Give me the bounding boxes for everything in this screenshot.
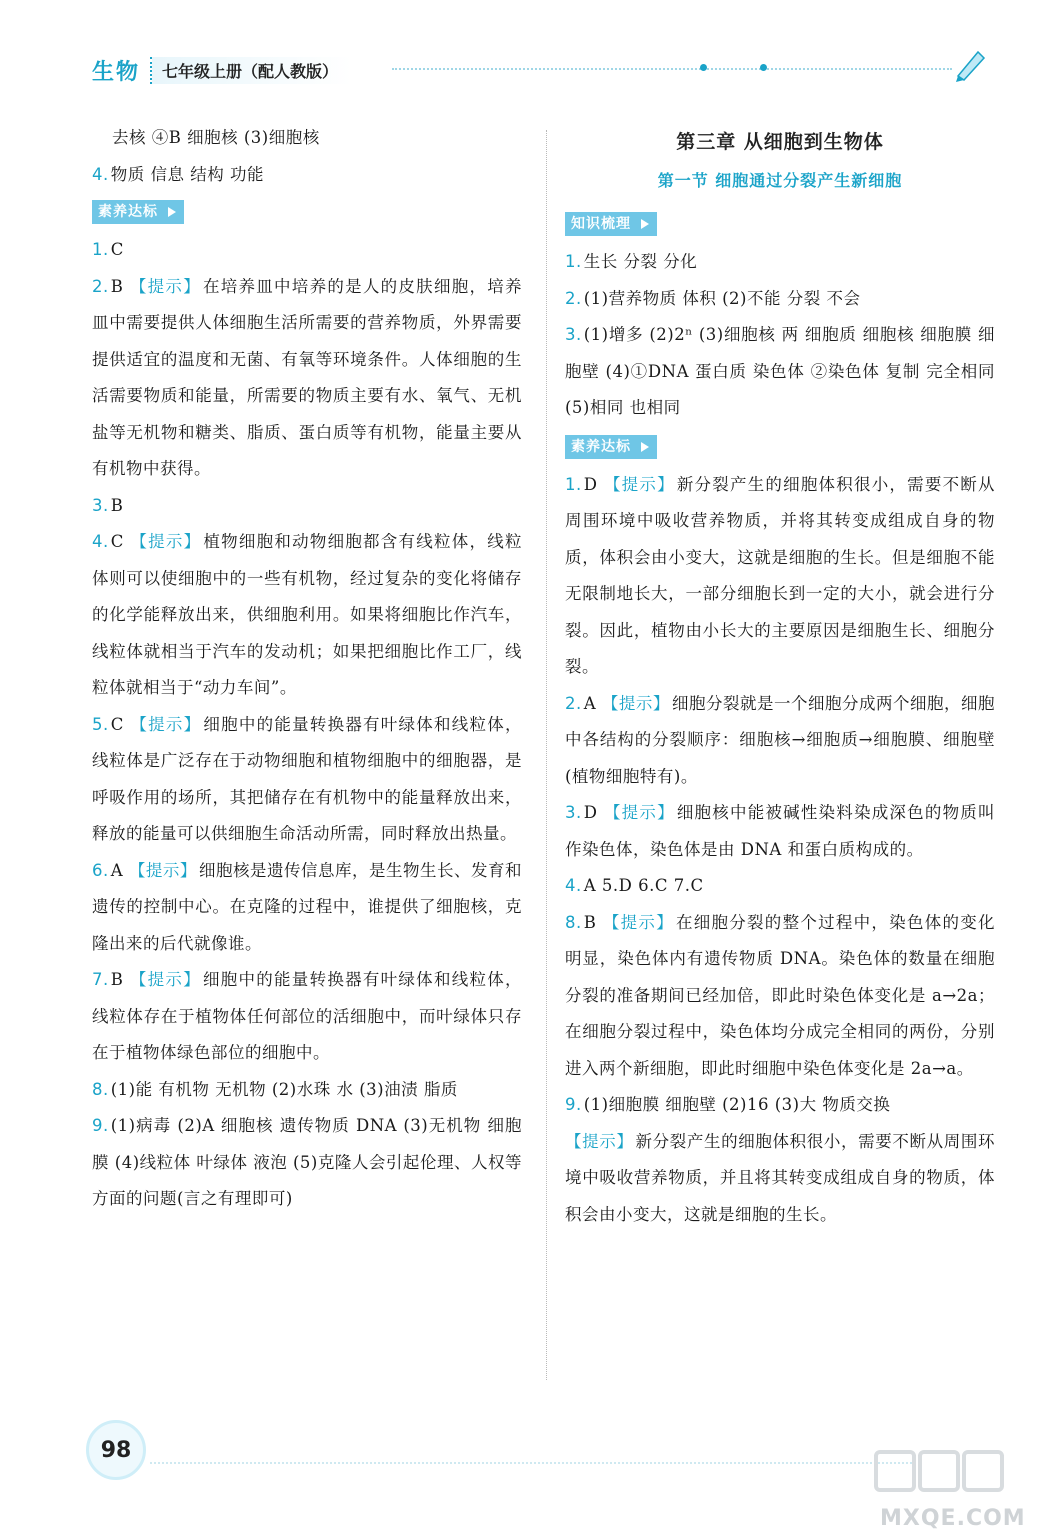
hint-text: 新分裂产生的细胞体积很小，需要不断从周围环境中吸收营养物质，并且将其转变成组成自身的物质，体积会由小变大，这就是细胞的生长。 xyxy=(565,1131,995,1224)
badge-label: 素养达标 xyxy=(98,204,158,220)
list-item xyxy=(565,795,995,868)
list-item xyxy=(92,1072,522,1109)
item-number: 6. xyxy=(92,860,109,880)
list-item xyxy=(565,281,995,318)
section-badge xyxy=(565,435,657,459)
list-item xyxy=(565,1124,995,1234)
hint-label: 【提示】 xyxy=(565,1131,634,1151)
answer-text: A xyxy=(583,693,602,713)
answer-text: B xyxy=(110,276,130,296)
item-number: 2. xyxy=(565,693,582,713)
list-item xyxy=(565,467,995,686)
hint-label: 【提示】 xyxy=(602,912,674,932)
column-divider xyxy=(546,130,547,1380)
answer-text: A xyxy=(110,860,129,880)
section-badge xyxy=(92,200,184,224)
list-item xyxy=(565,868,995,905)
list-item xyxy=(92,1108,522,1218)
answer-text: C xyxy=(110,714,131,734)
answer-text: B xyxy=(110,495,124,515)
answer-text: 物质 信息 结构 功能 xyxy=(110,164,264,184)
hint-label: 【提示】 xyxy=(130,714,202,734)
section-badge xyxy=(565,212,657,236)
item-number: 1. xyxy=(92,240,109,260)
list-item xyxy=(92,269,522,488)
badge-label: 知识梳理 xyxy=(571,216,631,232)
answer-text: A 5.D 6.C 7.C xyxy=(583,876,704,896)
hint-label: 【提示】 xyxy=(603,474,675,494)
item-number: 2. xyxy=(565,288,582,308)
hint-text: 细胞中的能量转换器有叶绿体和线粒体，线粒体是广泛存在于动物细胞和植物细胞中的细胞器，是呼吸作用的场所，其把储存在有机物中的能量释放出来，释放的能量可以供细胞生命活动所需，同时释放出热量。 xyxy=(92,714,523,844)
hint-text: 在培养皿中培养的是人的皮肤细胞，培养皿中需要提供人体细胞生活所需要的营养物质，外界需要提供适宜的温度和无菌、有氧等环境条件。人体细胞的生活需要物质和能量，所需要的物质主要有水、氧气、无机盐等无机物和糖类、脂质、蛋白质等有机物，能量主要从有机物中获得。 xyxy=(92,276,523,479)
item-number: 9. xyxy=(92,1116,109,1136)
right-column xyxy=(565,120,995,1233)
left-answer-list xyxy=(92,232,522,1218)
item-number: 7. xyxy=(92,970,109,990)
knowledge-list xyxy=(565,244,995,427)
answer-text: (1)能 有机物 无机物 (2)水珠 水 (3)油渍 脂质 xyxy=(110,1079,458,1099)
item-number: 8. xyxy=(565,912,582,932)
hint-label: 【提示】 xyxy=(128,860,197,880)
grade-label: 七年级上册（配人教版） xyxy=(150,57,352,84)
list-item xyxy=(92,524,522,707)
answer-text: (1)病毒 (2)A 细胞核 遗传物质 DNA (3)无机物 细胞膜 (4)线粒体 叶绿体 液泡 (5)克隆人会引起伦理、人权等方面的问题(言之有理即可) xyxy=(92,1116,522,1209)
list-item xyxy=(92,232,522,269)
chapter-title: 第三章 从细胞到生物体 xyxy=(676,131,884,153)
answer-text: D xyxy=(583,803,604,823)
answer-text: (1)细胞膜 细胞壁 (2)16 (3)大 物质交换 xyxy=(583,1095,891,1115)
play-icon xyxy=(641,219,649,229)
answer-text: B xyxy=(110,970,130,990)
item-number: 1. xyxy=(565,474,582,494)
watermark-text: MXQE.COM xyxy=(880,1506,1026,1531)
hint-text: 细胞核是遗传信息库，是生物生长、发育和遗传的控制中心。在克隆的过程中，谁提供了细胞核，克隆出来的后代就像谁。 xyxy=(92,860,522,953)
page-number: 98 xyxy=(86,1420,146,1480)
answer-text: C xyxy=(110,240,124,260)
item-number: 8. xyxy=(92,1079,109,1099)
hint-label: 【提示】 xyxy=(603,803,675,823)
hint-text: 细胞中的能量转换器有叶绿体和线粒体，线粒体存在于植物体任何部位的活细胞中，而叶绿体只存在于植物体绿色部位的细胞中。 xyxy=(92,970,523,1063)
play-icon xyxy=(168,207,176,217)
header-dotted-line xyxy=(392,68,952,70)
item-number: 5. xyxy=(92,714,109,734)
badge-label: 素养达标 xyxy=(571,438,631,455)
hint-label: 【提示】 xyxy=(129,970,201,990)
item-number: 3. xyxy=(565,803,582,823)
hint-text: 植物细胞和动物细胞都含有线粒体，线粒体则可以使细胞中的一些有机物，经过复杂的变化将储存的化学能释放出来，供细胞利用。如果将细胞比作汽车，线粒体就相当于汽车的发动机；如果把细胞比作工厂，线粒体就相当于“动力车间”。 xyxy=(92,532,523,698)
answer-text: D xyxy=(583,474,604,494)
hint-label: 【提示】 xyxy=(601,693,670,713)
left-column xyxy=(92,120,522,1218)
item-number: 3. xyxy=(565,325,582,345)
hint-label: 【提示】 xyxy=(130,532,202,552)
hint-label: 【提示】 xyxy=(129,276,201,296)
continued-answer xyxy=(92,120,522,157)
list-item xyxy=(565,1087,995,1124)
list-item xyxy=(565,686,995,796)
page-header xyxy=(92,54,352,86)
list-item xyxy=(565,905,995,1088)
pen-icon xyxy=(950,44,990,84)
hint-text: 在细胞分裂的整个过程中，染色体的变化明显，染色体内有遗传物质 DNA。染色体的数量在细胞分裂的准备期间已经加倍，即此时染色体变化是 a→2a；在细胞分裂过程中，染色体均分成完全相同的两份，分别进入两个新细胞，即此时细胞中染色体变化是 2a→a。 xyxy=(565,912,996,1078)
header-dot xyxy=(700,64,707,71)
right-answer-list xyxy=(565,467,995,1124)
hint-text: 细胞核中能被碱性染料染成深色的物质叫作染色体，染色体是由 DNA 和蛋白质构成的。 xyxy=(565,803,996,859)
hint-text: 新分裂产生的细胞体积很小，需要不断从周围环境中吸收营养物质，并将其转变成组成自身的物质，体积会由小变大，这就是细胞的生长。但是细胞不能无限制地长大，一部分细胞长到一定的大小，就会进行分裂。因此，植物由小长大的主要原因是细胞生长、细胞分裂。 xyxy=(565,474,996,677)
answer-text: 生长 分裂 分化 xyxy=(583,252,698,272)
answer-text: C xyxy=(110,532,131,552)
list-item xyxy=(92,853,522,963)
play-icon xyxy=(641,442,649,452)
list-item xyxy=(92,707,522,853)
list-item xyxy=(92,157,522,194)
answer-text: B xyxy=(583,912,603,932)
answer-text: 去核 ④B 细胞核 (3)细胞核 xyxy=(112,128,320,147)
hint-text: 细胞分裂就是一个细胞分成两个细胞，细胞中各结构的分裂顺序：细胞核→细胞质→细胞膜、细胞壁(植物细胞特有)。 xyxy=(565,693,995,786)
answer-text: (1)营养物质 体积 (2)不能 分裂 不会 xyxy=(583,288,861,308)
item-number: 4. xyxy=(92,532,109,552)
list-item xyxy=(92,962,522,1072)
item-number: 4. xyxy=(565,876,582,896)
header-dot xyxy=(760,64,767,71)
list-item xyxy=(92,488,522,525)
answer-text: (1)增多 (2)2ⁿ (3)细胞核 两 细胞质 细胞核 细胞膜 细胞壁 (4)①DNA 蛋白质 染色体 ②染色体 复制 完全相同 (5)相同 也相同 xyxy=(565,325,995,418)
section-title: 第一节 细胞通过分裂产生新细胞 xyxy=(657,170,903,190)
item-number: 3. xyxy=(92,495,109,515)
list-item xyxy=(565,317,995,427)
item-number: 2. xyxy=(92,276,109,296)
list-item xyxy=(565,244,995,281)
item-number: 4. xyxy=(92,164,109,184)
item-number: 1. xyxy=(565,252,582,272)
subject-title: 生物 xyxy=(92,59,141,85)
footer-dotted-line xyxy=(150,1462,920,1464)
item-number: 9. xyxy=(565,1095,582,1115)
